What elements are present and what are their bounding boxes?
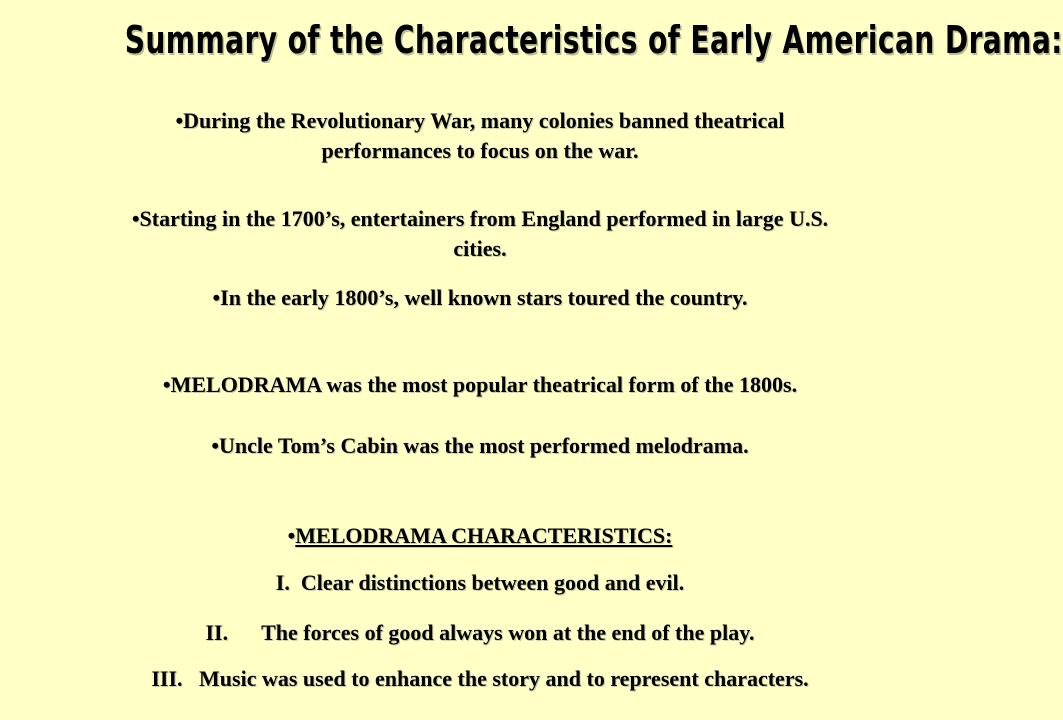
characteristic-item-2 <box>0 618 960 648</box>
characteristic-item-3 <box>0 664 960 694</box>
bullet-uncle-toms-cabin <box>0 431 960 461</box>
item-number: I. <box>275 570 290 595</box>
heading-bullet: • <box>287 523 296 548</box>
bullet-text: •In the early 1800’s, well known stars toured the country. <box>212 285 748 310</box>
bullet-1700s-entertainers <box>0 204 960 264</box>
item-text: Clear distinctions between good and evil. <box>300 570 685 595</box>
bullet-revolutionary-war <box>0 106 960 166</box>
bullet-1800s-stars <box>0 283 960 313</box>
bullet-text: •Starting in the 1700’s, entertainers from England performed in large U.S. cities. <box>131 206 829 261</box>
item-number: III. <box>151 666 183 691</box>
bullet-text: •Uncle Tom’s Cabin was the most performed melodrama. <box>211 433 749 458</box>
item-number: II. <box>205 620 229 645</box>
heading-text: MELODRAMA CHARACTERISTICS: <box>295 523 673 548</box>
characteristic-item-1 <box>0 568 960 598</box>
bullet-text: •MELODRAMA was the most popular theatrical form of the 1800s. <box>162 372 798 397</box>
item-text: The forces of good always won at the end of the play. <box>261 620 755 645</box>
characteristics-heading <box>0 521 960 551</box>
item-text: Music was used to enhance the story and to represent characters. <box>199 666 809 691</box>
bullet-text: •During the Revolutionary War, many colonies banned theatrical performances to focus on the war. <box>175 108 785 163</box>
slide-title: Summary of the Characteristics of Early American Drama: <box>124 18 1063 62</box>
bullet-melodrama-popular <box>0 370 960 400</box>
